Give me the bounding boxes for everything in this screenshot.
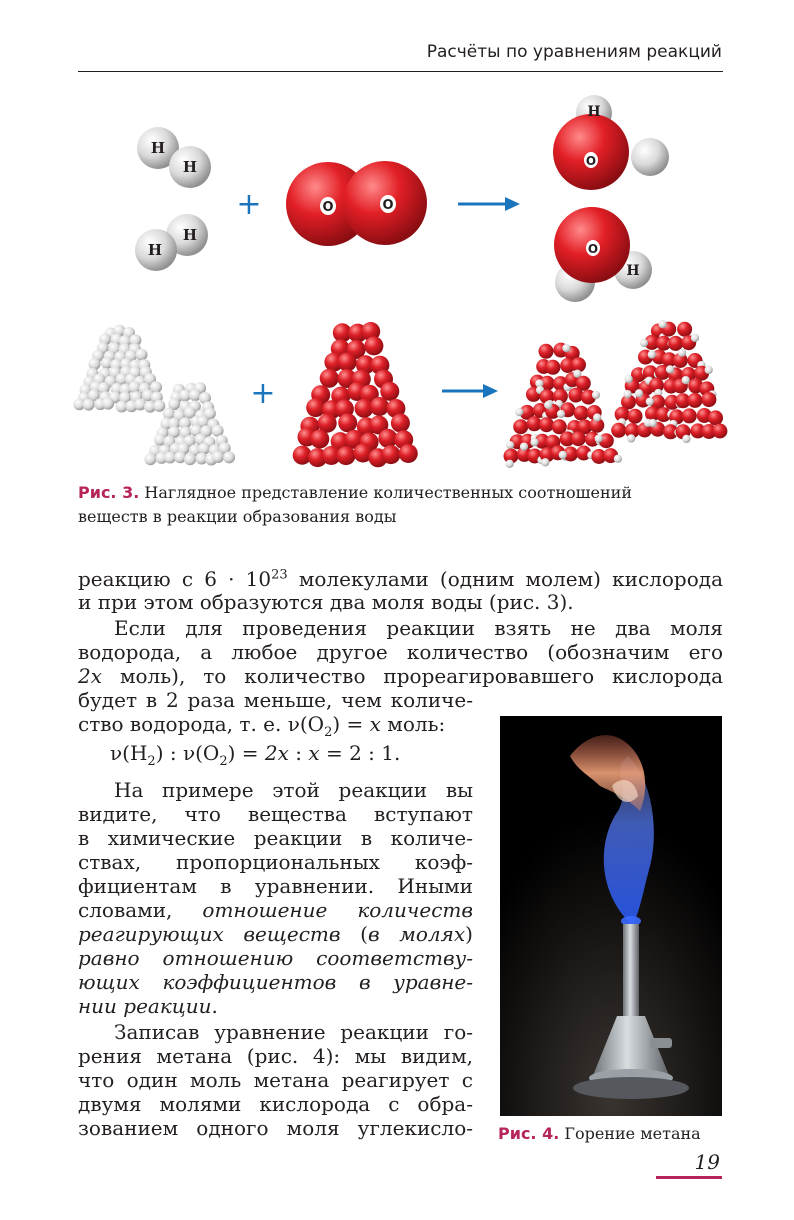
reaction-arrow	[442, 384, 498, 398]
oxygen-atom	[310, 430, 329, 449]
text-line: двумя молями кислорода с обра-	[78, 1092, 473, 1116]
molecule-models-diagram	[0, 80, 794, 310]
hydrogen-atom	[184, 453, 196, 465]
hydrogen-atom	[627, 434, 635, 442]
text-line: На примере этой реакции вы	[114, 778, 473, 802]
atom-label: H	[182, 226, 198, 244]
figure-4-caption	[498, 1124, 701, 1144]
oxygen-atom	[539, 344, 554, 359]
figure-label: Рис. 4.	[498, 1124, 560, 1143]
atom-label: O	[382, 198, 394, 213]
oxygen-atom	[381, 445, 400, 464]
text-line: водорода, а любое другое количество (обозначим его	[78, 640, 723, 664]
figure-label: Рис. 3.	[78, 483, 140, 502]
hydrogen-atom	[559, 451, 567, 459]
hydrogen-atom	[705, 366, 713, 374]
reaction-arrow	[458, 197, 520, 211]
hydrogen-molecule	[137, 127, 211, 188]
hydrogen-atom	[640, 339, 648, 347]
caption-text: веществ в реакции образования воды	[78, 507, 397, 526]
oxygen-atom	[677, 322, 692, 337]
text-line: рения метана (рис. 4): мы видим,	[78, 1044, 473, 1068]
atom-label: H	[587, 104, 601, 120]
text-line: в химические реакции в количе-	[78, 826, 473, 850]
text-line: ство водорода, т. е. $\nu(O_2) = x$ моль:	[78, 712, 446, 740]
oxygen-atom	[337, 446, 356, 465]
hydrogen-atom	[212, 451, 224, 463]
hydrogen-atom	[595, 434, 603, 442]
hydrogen-atom	[592, 391, 600, 399]
oxygen-atom	[391, 414, 410, 433]
hydrogen-atom	[625, 375, 633, 383]
oxygen-atom	[571, 431, 586, 446]
methane-flame-photo	[500, 716, 722, 1116]
oxygen-atom	[338, 353, 357, 372]
hydrogen-atom	[506, 460, 514, 468]
oxygen-atom	[364, 336, 383, 355]
hydrogen-atom	[136, 349, 148, 361]
oxygen-atom	[370, 397, 389, 416]
oxygen-atom	[568, 388, 583, 403]
hydrogen-atom	[144, 453, 156, 465]
ratio-formula: $\nu(H_2)$ : $\nu(O_2) = 2x$ : x = 2 : 1.	[110, 741, 401, 769]
hydrogen-atom	[520, 442, 528, 450]
text-line: будет в 2 раза меньше, чем количе-	[78, 688, 473, 712]
oxygen-molecule	[286, 161, 427, 246]
caption-text: Горение метана	[559, 1124, 701, 1143]
text-line: словами, отношение количеств	[78, 898, 474, 922]
text-line: реагирующих веществ (в молях)	[78, 922, 473, 946]
hydrogen-atom	[541, 458, 549, 466]
text-line: ствах, пропорциональных коэф-	[78, 850, 473, 874]
oxygen-atom	[712, 424, 727, 439]
text-line: равно отношению соответству-	[78, 946, 473, 970]
hydrogen-atom	[648, 350, 656, 358]
text-line: что один моль метана реагирует с	[78, 1068, 473, 1092]
atom-label: H	[147, 241, 163, 259]
atom-label: H	[150, 139, 166, 157]
atom-label: H	[626, 263, 640, 279]
hydrogen-atom	[515, 408, 523, 416]
oxygen-atom	[399, 444, 418, 463]
hydrogen-atom	[635, 389, 643, 397]
oxygen-atom	[611, 423, 626, 438]
hydrogen-atom	[682, 435, 690, 443]
atom-label: O	[587, 242, 599, 256]
water-pile	[504, 343, 623, 468]
oxygen-atom	[513, 419, 528, 434]
caption-text: Наглядное представление количественных соотношений	[144, 483, 632, 502]
text-line: фициентам в уравнении. Иными	[78, 874, 473, 898]
oxygen-pile	[293, 322, 418, 467]
text-line: и при этом образуются два моля воды (рис. 3).	[78, 590, 574, 614]
hydrogen-atom	[593, 413, 601, 421]
footer-rule	[656, 1176, 722, 1179]
text-line: Записав уравнение реакции го-	[114, 1020, 473, 1044]
hydrogen-atom	[562, 344, 570, 352]
atom-label: H	[182, 158, 198, 176]
text-line: реакцию с $6 \cdot 10^{23}$ молекулами (одним молем) кислорода	[78, 567, 723, 591]
hydrogen-atom	[174, 451, 186, 463]
particle-piles-diagram	[0, 315, 794, 475]
hydrogen-atom	[666, 365, 674, 373]
water-molecule	[554, 207, 652, 302]
text-line: 2x моль), то количество прореагировавшего кислорода	[78, 664, 723, 688]
hydrogen-atom	[530, 438, 538, 446]
plus-sign: +	[250, 376, 276, 411]
oxygen-atom	[688, 393, 703, 408]
text-line: нии реакции.	[78, 994, 218, 1018]
page-number: 19	[694, 1150, 720, 1174]
text-line: Если для проведения реакции взять не два моля	[114, 616, 723, 640]
hydrogen-atom	[153, 400, 165, 412]
oxygen-atom	[701, 392, 716, 407]
hydrogen-atom	[544, 401, 552, 409]
text-line: зованием одного моля углекисло-	[78, 1116, 473, 1140]
hydrogen-atom	[682, 376, 690, 384]
atom-label: O	[585, 154, 597, 168]
hydrogen-molecule	[135, 214, 208, 271]
oxygen-atom	[668, 336, 683, 351]
hydrogen-atom	[614, 455, 622, 463]
hydrogen-atom	[623, 390, 631, 398]
hydrogen-atom	[506, 441, 514, 449]
water-molecule	[553, 95, 669, 190]
figure-3-caption	[78, 481, 718, 529]
hydrogen-atom	[223, 451, 235, 463]
hydrogen-atom	[164, 452, 176, 464]
text-line: видите, что вещества вступают	[78, 802, 473, 826]
plus-sign: +	[236, 187, 262, 222]
oxygen-atom	[628, 409, 643, 424]
water-pile	[611, 320, 727, 443]
atom-label: O	[322, 200, 334, 215]
header-rule	[78, 71, 723, 72]
hydrogen-atom	[658, 320, 666, 328]
oxygen-atom	[574, 406, 589, 421]
hydrogen-atom	[646, 397, 654, 405]
hydrogen-atom	[102, 398, 114, 410]
hydrogen-pile	[73, 325, 165, 413]
hydrogen-atom	[649, 419, 657, 427]
oxygen-atom	[338, 413, 357, 432]
oxygen-atom	[708, 410, 723, 425]
section-title: Расчёты по уравнениям реакций	[426, 42, 722, 62]
text-line: ющих коэффициентов в уравне-	[78, 970, 473, 994]
oxygen-atom	[682, 408, 697, 423]
oxygen-atom	[545, 360, 560, 375]
hydrogen-atom	[678, 349, 686, 357]
hydrogen-atom	[691, 334, 699, 342]
oxygen-atom	[320, 369, 339, 388]
hydrogen-atom	[557, 410, 565, 418]
hydrogen-atom	[83, 399, 95, 411]
oxygen-atom	[539, 417, 554, 432]
